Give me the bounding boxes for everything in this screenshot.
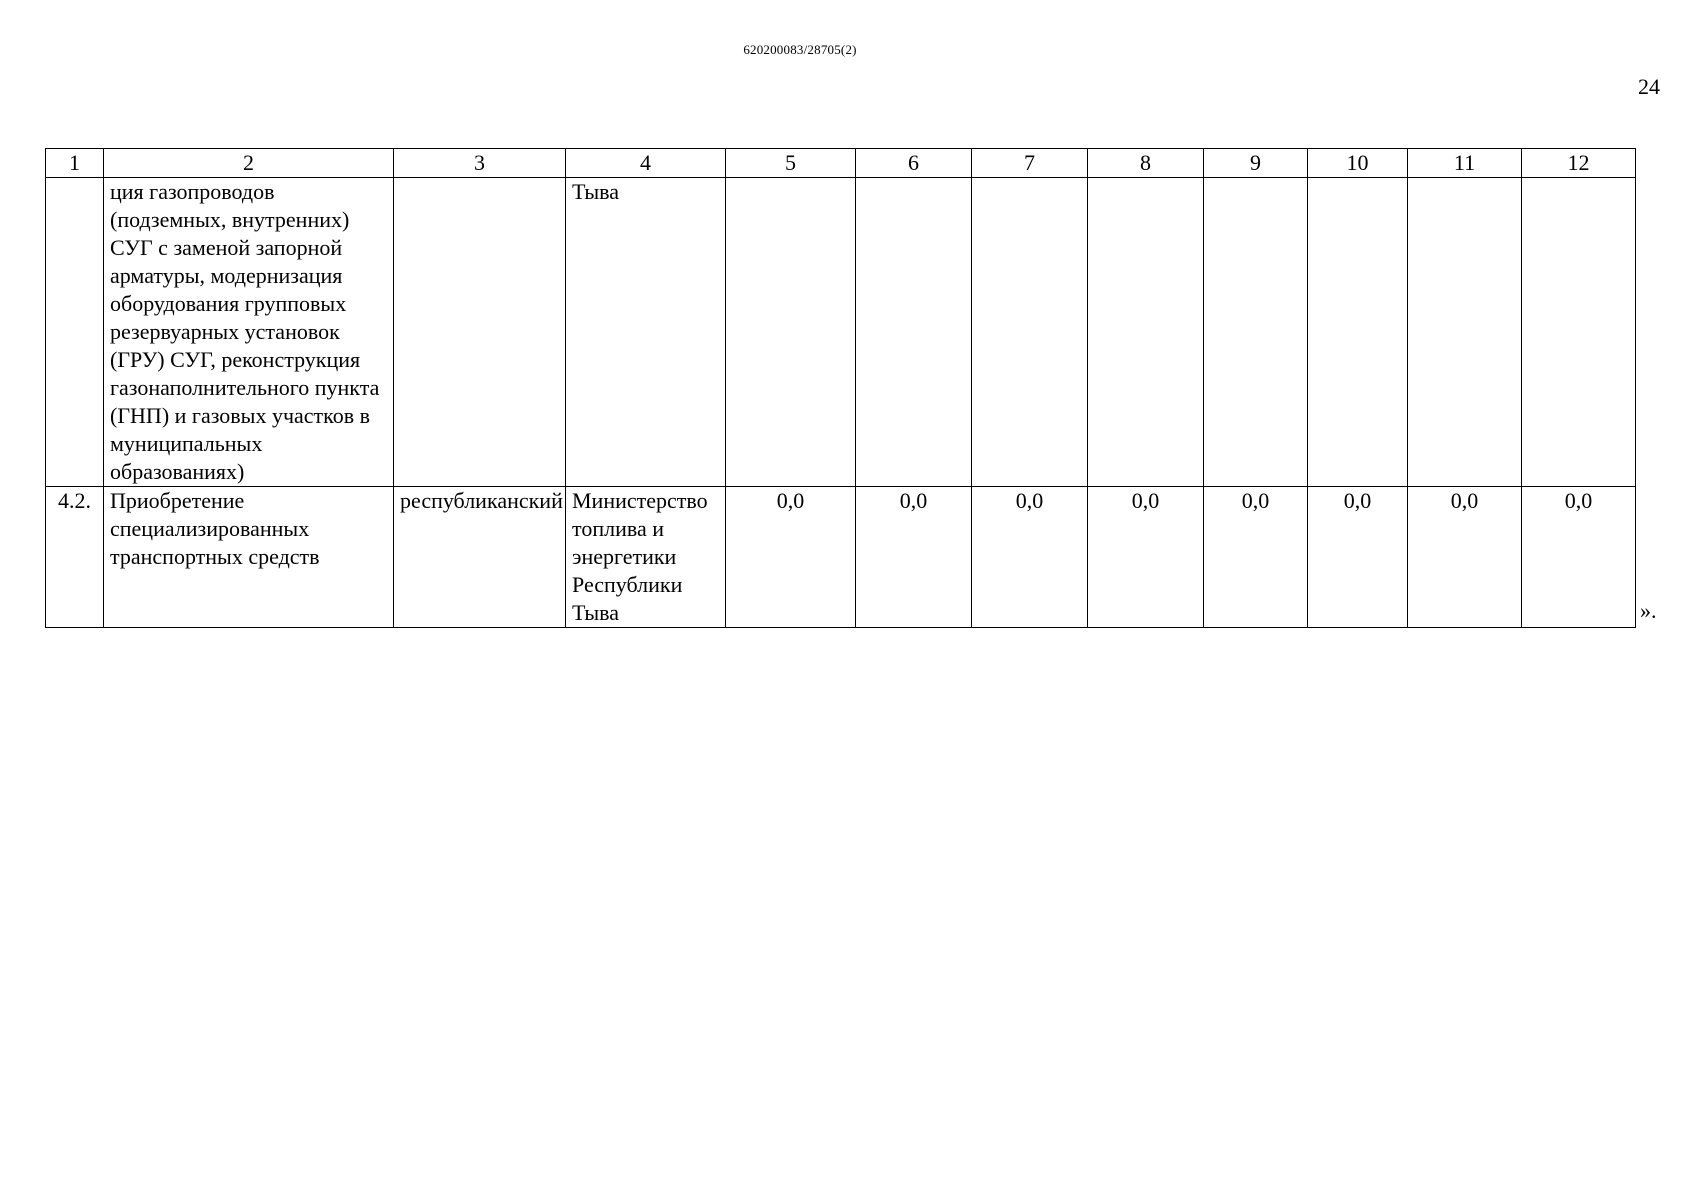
- program-table: [45, 148, 1636, 628]
- column-number: 12: [1522, 149, 1636, 178]
- row-number: [46, 178, 104, 487]
- value-cell: 0,0: [1204, 487, 1308, 628]
- column-number: 1: [46, 149, 104, 178]
- column-number: 11: [1408, 149, 1522, 178]
- executor: Тыва: [566, 178, 726, 487]
- page-number: 24: [1638, 74, 1660, 99]
- value-cell: [856, 178, 972, 487]
- value-cell: 0,0: [856, 487, 972, 628]
- column-number: 3: [394, 149, 566, 178]
- column-number: 10: [1308, 149, 1408, 178]
- document-id: 620200083/28705(2): [743, 42, 857, 57]
- value-cell: [1522, 178, 1636, 487]
- column-number: 2: [104, 149, 394, 178]
- value-cell: [1088, 178, 1204, 487]
- budget-level: республиканский: [394, 487, 566, 628]
- table-row: [46, 178, 1636, 487]
- column-number: 9: [1204, 149, 1308, 178]
- row-number: 4.2.: [46, 487, 104, 628]
- closing-quote-mark: ».: [1640, 598, 1657, 623]
- value-cell: [1408, 178, 1522, 487]
- value-cell: [726, 178, 856, 487]
- measure-name: ция газопроводов (подземных, внутренних) СУГ с заменой запорной арматуры, модернизация оборудования групповых резервуарных установок (ГРУ) СУГ, реконструкция газонаполнительного пункта (ГНП) и газовых участков в муниципальных образованиях): [104, 178, 394, 487]
- column-number-row: [46, 149, 1636, 178]
- column-number: 4: [566, 149, 726, 178]
- value-cell: [1308, 178, 1408, 487]
- column-number: 8: [1088, 149, 1204, 178]
- value-cell: 0,0: [1408, 487, 1522, 628]
- column-number: 7: [972, 149, 1088, 178]
- measure-name: Приобретение специализированных транспортных средств: [104, 487, 394, 628]
- value-cell: 0,0: [972, 487, 1088, 628]
- value-cell: 0,0: [726, 487, 856, 628]
- column-number: 5: [726, 149, 856, 178]
- value-cell: 0,0: [1522, 487, 1636, 628]
- value-cell: 0,0: [1088, 487, 1204, 628]
- column-number: 6: [856, 149, 972, 178]
- value-cell: [972, 178, 1088, 487]
- executor: Министерство топлива и энергетики Республики Тыва: [566, 487, 726, 628]
- table-row: [46, 487, 1636, 628]
- value-cell: 0,0: [1308, 487, 1408, 628]
- value-cell: [1204, 178, 1308, 487]
- budget-level: [394, 178, 566, 487]
